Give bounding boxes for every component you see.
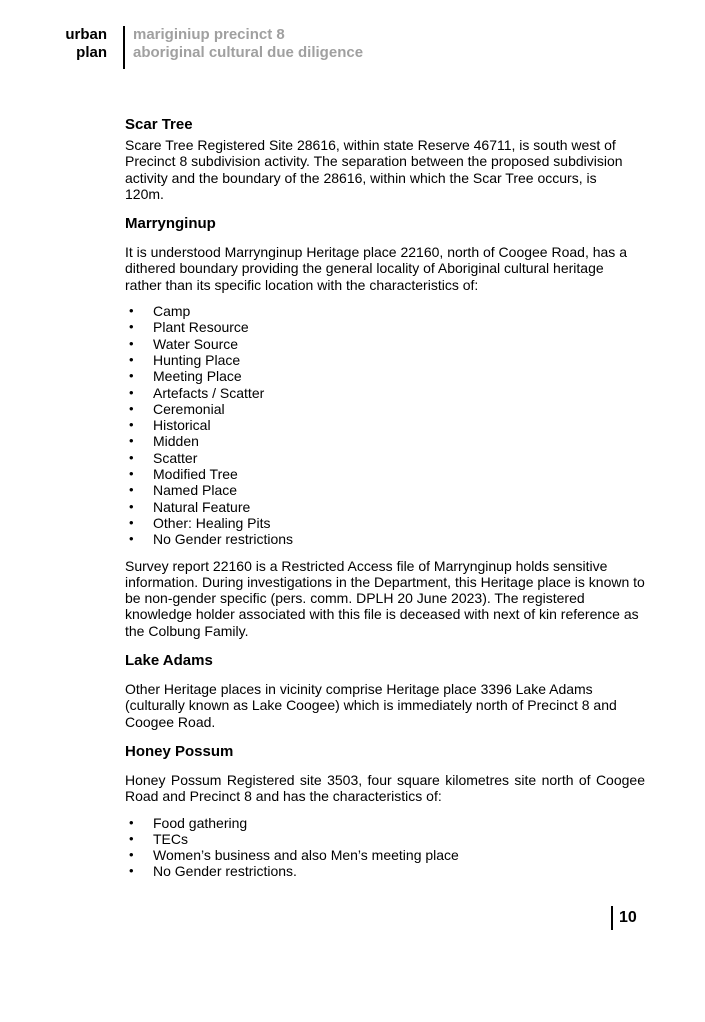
page-number: 10 [619, 909, 637, 926]
page-header [0, 26, 705, 72]
list-item: • TECs [125, 831, 647, 847]
section-marrynginup [125, 214, 647, 639]
section-scar-tree [125, 115, 647, 202]
logo-line-1: urban [65, 26, 107, 43]
section-paragraph: Honey Possum Registered site 3503, four square kilometres site north of Coogee Road and Precinct 8 and has the characteristics of: [125, 771, 645, 805]
document-title-line-1: mariginiup precinct 8 [133, 26, 285, 43]
list-item: • Other: Healing Pits [125, 515, 647, 531]
list-item: • Ceremonial [125, 401, 647, 417]
list-item: • Plant Resource [125, 319, 647, 335]
page-content [125, 115, 647, 880]
list-item: • Modified Tree [125, 466, 647, 482]
characteristics-list [125, 303, 647, 547]
header-divider [123, 26, 125, 69]
section-heading: Lake Adams [125, 652, 213, 670]
list-item: • Natural Feature [125, 499, 647, 515]
logo-line-2: plan [76, 44, 107, 61]
characteristics-list [125, 815, 647, 880]
section-honey-possum [125, 742, 647, 880]
document-title-line-2: aboriginal cultural due diligence [133, 44, 364, 61]
page-number-block [611, 906, 671, 930]
section-paragraph: Survey report 22160 is a Restricted Access file of Marrynginup holds sensitive information. During investigations in the Department, this Heritage place is known to be non-gender specific (pers. comm. DPLH 20 June 2023). The registered knowledge holder associated with this file is deceased with next of kin reference as the Colbung Family. [125, 557, 645, 639]
section-paragraph: Other Heritage places in vicinity comprise Heritage place 3396 Lake Adams (culturally known as Lake Coogee) which is immediately north of Precinct 8 and Coogee Road. [125, 681, 617, 730]
list-item: • Artefacts / Scatter [125, 385, 647, 401]
list-item: • Scatter [125, 450, 647, 466]
list-item: • Historical [125, 417, 647, 433]
list-item: • Named Place [125, 482, 647, 498]
urban-plan-logo [65, 26, 107, 62]
section-heading: Marrynginup [125, 215, 216, 233]
list-item: • Meeting Place [125, 368, 647, 384]
section-paragraph: It is understood Marrynginup Heritage place 22160, north of Coogee Road, has a dithered boundary providing the general locality of Aboriginal cultural heritage rather than its specific location with the characteristics of: [125, 244, 627, 293]
list-item: • Women’s business and also Men’s meeting place [125, 847, 647, 863]
list-item: • Food gathering [125, 815, 647, 831]
list-item: • Water Source [125, 336, 647, 352]
document-title [133, 26, 363, 62]
section-lake-adams [125, 651, 647, 730]
list-item: • Hunting Place [125, 352, 647, 368]
list-item: • Midden [125, 433, 647, 449]
page-number-divider [611, 906, 613, 930]
section-heading: Honey Possum [125, 742, 234, 760]
list-item: • No Gender restrictions [125, 531, 647, 547]
list-item: • No Gender restrictions. [125, 863, 647, 879]
section-paragraph: Scare Tree Registered Site 28616, within state Reserve 46711, is south west of Precinct 8 subdivision activity. The separation between the proposed subdivision activity and the boundary of the 28616, within which the Scar Tree occurs, is 120m. [125, 137, 623, 202]
list-item: • Camp [125, 303, 647, 319]
section-heading: Scar Tree [125, 116, 193, 133]
